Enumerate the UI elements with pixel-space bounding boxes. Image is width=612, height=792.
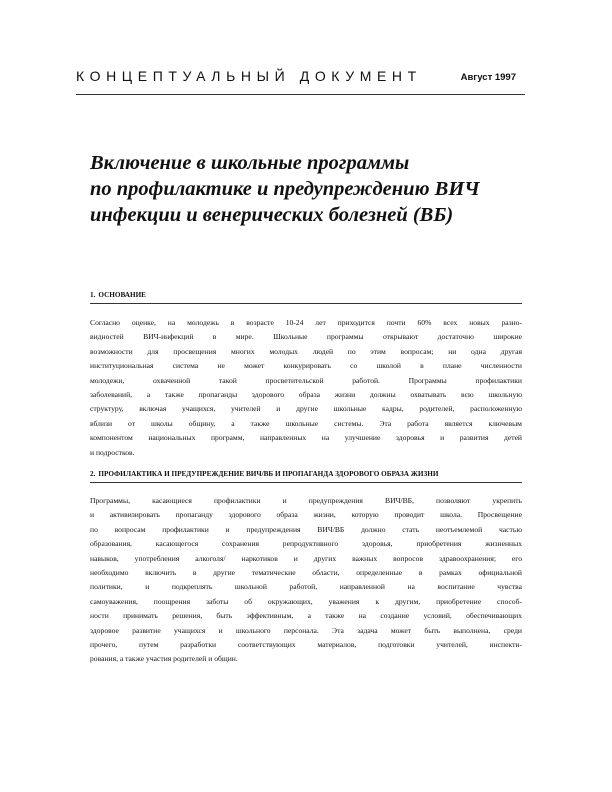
paragraph-line: институциональная система не может конкурировать со школой в плане численности [90,361,522,371]
section-title: ОСНОВАНИЕ [98,291,146,299]
paragraph-line: вблизи от школы общину, а также школьные системы. Эта работа является ключевым [90,418,522,428]
paragraph-line: по вопросам профилактики и предупреждения ВИЧ/ВБ должно стать неотъемлемой частью [90,524,522,534]
header-divider [76,94,525,95]
paragraph-line: возможности для просвещения многих молодых людей по этим вопросам; ни одна другая [90,346,522,356]
title-line: инфекции и венерических болезней (ВБ) [90,204,454,226]
section-heading-prevention [90,470,522,483]
paragraph-line: видностей ВИЧ-инфекций в мире. Школьные программы открывают достаточно широкие [90,332,522,342]
section-number: 1. [90,291,96,299]
section-number: 2. [90,470,96,478]
paragraph-line: компонентом национальных программ, направленных на улучшение здоровья и развития детей [90,433,522,443]
paragraph-line: необходимо включить в другие тематические области, определенные в рамках официальной [90,567,522,577]
section-paragraph-basis [90,316,522,460]
paragraph-line: образования, касающегося сохранения репродуктивного здоровья, приобретения жизненных [90,539,522,549]
section-heading-basis [90,291,522,304]
title-line: Включение в школьные программы [90,152,410,174]
paragraph-line: навыков, употребления алкоголя/ наркотиков и других важных вопросов здравоохранения; его [90,553,522,563]
paragraph-line: прочего, путем разработки соответствующих материалов, подготовки учителей, инспекти- [90,639,522,649]
document-header [76,68,516,90]
paragraph-line: ности принимать решения, быть эффективным, а также на создание условий, обеспечивающих [90,611,522,621]
paragraph-line: Согласно оценке, на молодежь в возрасте 10-24 лет приходится почти 60% всех новых разно- [90,318,522,327]
paragraph-line: политики, и подкреплять школьной работой, направленной на воспитание чувства [90,582,522,592]
paragraph-line: самоуважения, поощрения заботы об окружающих, уважения к другим, приобретение способ- [90,596,522,606]
paragraph-line: здоровое развитие учащихся и школьного персонала. Эта задача может быть выполнена, среди [90,625,522,635]
paragraph-line: и подростков. [90,447,135,457]
paragraph-line: заболеваний, а также пропаганды здорового образа жизни должны охватывать всю школьную [90,389,522,399]
title-line: по профилактике и предупреждению ВИЧ [90,178,480,200]
document-date: Август 1997 [460,72,516,83]
paragraph-line: и активизировать пропаганду здорового образа жизни, которую проводит школа. Просвещение [90,510,522,520]
paragraph-line: Программы, касающиеся профилактики и предупреждения ВИЧ/ВБ, позволяют укрепить [90,496,522,505]
paragraph-line: молодежи, охваченной такой просветительской работой. Программы профилактики [90,375,522,385]
document-type-label: КОНЦЕПТУАЛЬНЫЙ ДОКУМЕНТ [76,68,422,84]
section-title: ПРОФИЛАКТИКА И ПРЕДУПРЕЖДЕНИЕ ВИЧ/ВБ И ПРОПАГАНДА ЗДОРОВОГО ОБРАЗА ЖИЗНИ [98,470,439,478]
paragraph-line: рования, а также участия родителей и общин. [90,654,238,664]
document-title [90,150,540,228]
section-paragraph-prevention [90,494,522,667]
paragraph-line: структуру, включая учащихся, учителей и другие школьные кадры, родителей, расположенную [90,404,522,414]
